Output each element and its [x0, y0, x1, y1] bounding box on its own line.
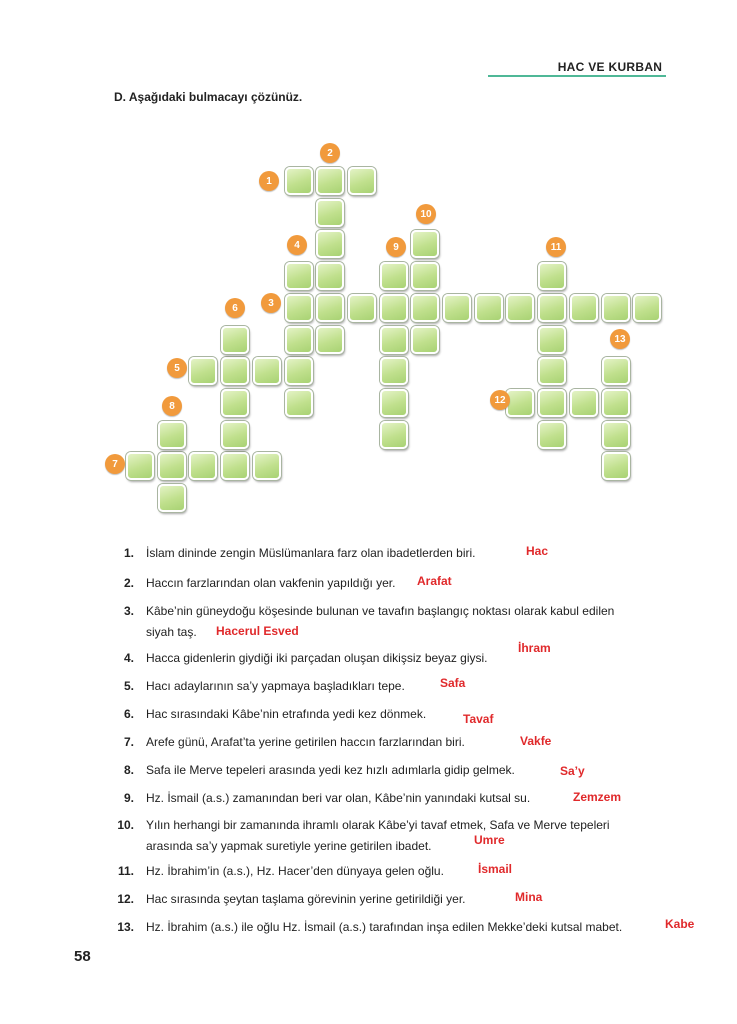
crossword-cell[interactable]: [348, 167, 376, 195]
crossword-cell[interactable]: [633, 294, 661, 322]
crossword-cell[interactable]: [221, 421, 249, 449]
clue-line: arasında sa’y yapmak suretiyle yerine getirilen ibadet.: [146, 839, 432, 853]
answer-text: Sa’y: [560, 764, 585, 778]
crossword-cell[interactable]: [316, 230, 344, 258]
clue-number-badge: 1: [259, 171, 279, 191]
crossword-cell[interactable]: [189, 452, 217, 480]
crossword-cell[interactable]: [285, 326, 313, 354]
clue-number-badge: 4: [287, 235, 307, 255]
crossword-cell[interactable]: [316, 326, 344, 354]
crossword-cell[interactable]: [285, 357, 313, 385]
clue-number-badge: 9: [386, 237, 406, 257]
crossword-cell[interactable]: [380, 326, 408, 354]
clue-line: Yılın herhangi bir zamanında ihramlı olarak Kâbe’yi tavaf etmek, Safa ve Merve tepeleri: [146, 818, 610, 832]
clue-line: Hz. İbrahim (a.s.) ile oğlu Hz. İsmail (a.s.) tarafından inşa edilen Mekke’deki kutsal mabet.: [146, 920, 623, 934]
clue-line: Haccın farzlarından olan vakfenin yapıldığı yer.: [146, 576, 396, 590]
clue-text: [146, 732, 666, 753]
answer-text: Kabe: [665, 917, 695, 931]
clue-number: 4.: [123, 651, 134, 665]
clue-number: 8.: [123, 763, 134, 777]
crossword-cell[interactable]: [538, 326, 566, 354]
header-title: HAC VE KURBAN: [557, 60, 663, 74]
crossword-cell[interactable]: [316, 167, 344, 195]
clue-line: Hz. İsmail (a.s.) zamanından beri var olan, Kâbe’nin yanındaki kutsal su.: [146, 791, 531, 805]
crossword-cell[interactable]: [538, 421, 566, 449]
crossword-cell[interactable]: [221, 326, 249, 354]
clue-line: Arefe günü, Arafat’ta yerine getirilen haccın farzlarından biri.: [146, 735, 465, 749]
crossword-cell[interactable]: [316, 262, 344, 290]
clue-number-badge: 13: [610, 329, 630, 349]
page-number: 58: [74, 948, 91, 965]
answer-text: Arafat: [417, 574, 452, 588]
clue-number: 9.: [123, 791, 134, 805]
answer-text: İsmail: [478, 862, 513, 876]
crossword-cell[interactable]: [602, 389, 630, 417]
clue-number: 1.: [123, 546, 134, 560]
crossword-cell[interactable]: [285, 167, 313, 195]
crossword-cell[interactable]: [443, 294, 471, 322]
clue-line: Hacı adaylarının sa’y yapmaya başladıkları tepe.: [146, 679, 405, 693]
clue-number-badge: 8: [162, 396, 182, 416]
answer-text: Umre: [474, 833, 505, 847]
clue-number: 12.: [117, 892, 134, 906]
clue-number: 3.: [123, 604, 134, 618]
clue-number: 2.: [123, 576, 134, 590]
clue-number-badge: 10: [416, 204, 436, 224]
clue-text: [146, 704, 666, 725]
answer-text: Tavaf: [463, 712, 494, 726]
crossword-cell[interactable]: [602, 421, 630, 449]
clue-number: 11.: [117, 864, 134, 878]
crossword-cell[interactable]: [380, 357, 408, 385]
clue-number-badge: 5: [167, 358, 187, 378]
answer-text: Hacerul Esved: [216, 624, 299, 638]
crossword-cell[interactable]: [285, 294, 313, 322]
crossword-cell[interactable]: [285, 389, 313, 417]
clue-number-badge: 7: [105, 454, 125, 474]
crossword-cell[interactable]: [538, 357, 566, 385]
clue-line: Kâbe’nin güneydoğu köşesinde bulunan ve tavafın başlangıç noktası olarak kabul edilen: [146, 604, 615, 618]
crossword-cell[interactable]: [380, 262, 408, 290]
clue-number-badge: 2: [320, 143, 340, 163]
crossword-cell[interactable]: [126, 452, 154, 480]
clue-line: Safa ile Merve tepeleri arasında yedi kez hızlı adımlarla gidip gelmek.: [146, 763, 515, 777]
clue-number: 13.: [117, 920, 134, 934]
clue-text: [146, 815, 666, 857]
crossword-cell[interactable]: [285, 262, 313, 290]
crossword-cell[interactable]: [475, 294, 503, 322]
clue-number: 5.: [123, 679, 134, 693]
answer-text: Hac: [526, 544, 549, 558]
clue-text: [146, 917, 666, 938]
answer-text: Mina: [515, 890, 543, 904]
crossword-cell[interactable]: [253, 357, 281, 385]
crossword-cell[interactable]: [253, 452, 281, 480]
crossword-cell[interactable]: [506, 389, 534, 417]
crossword-cell[interactable]: [411, 326, 439, 354]
clue-line: Hacca gidenlerin giydiği iki parçadan oluşan dikişsiz beyaz giysi.: [146, 651, 488, 665]
clue-text: [146, 648, 666, 669]
clue-text: [146, 676, 666, 697]
clue-line: Hac sırasında şeytan taşlama görevinin yerine getirildiği yer.: [146, 892, 466, 906]
crossword-cell[interactable]: [158, 484, 186, 512]
section-title: D. Aşağıdaki bulmacayı çözünüz.: [114, 90, 303, 104]
clue-number: 10.: [117, 818, 134, 832]
crossword-cell[interactable]: [380, 294, 408, 322]
crossword-cell[interactable]: [158, 421, 186, 449]
clue-number-badge: 6: [225, 298, 245, 318]
clue-number: 7.: [123, 735, 134, 749]
answer-text: Zemzem: [573, 790, 622, 804]
clue-number-badge: 3: [261, 293, 281, 313]
crossword-cell[interactable]: [602, 357, 630, 385]
clue-number: 6.: [123, 707, 134, 721]
crossword-cell[interactable]: [316, 294, 344, 322]
clue-line: Hz. İbrahim’in (a.s.), Hz. Hacer’den dünyaya gelen oğlu.: [146, 864, 444, 878]
crossword-cell[interactable]: [570, 389, 598, 417]
crossword-cell[interactable]: [538, 294, 566, 322]
crossword-cell[interactable]: [538, 262, 566, 290]
crossword-cell[interactable]: [411, 230, 439, 258]
crossword-cell[interactable]: [602, 452, 630, 480]
clue-text: [146, 543, 666, 564]
answer-text: Safa: [440, 676, 466, 690]
clue-line: Hac sırasındaki Kâbe’nin etrafında yedi kez dönmek.: [146, 707, 427, 721]
crossword-cell[interactable]: [538, 389, 566, 417]
crossword-cell[interactable]: [506, 294, 534, 322]
crossword-cell[interactable]: [411, 294, 439, 322]
crossword-cell[interactable]: [316, 199, 344, 227]
clue-text: [146, 861, 666, 882]
crossword-cell[interactable]: [411, 262, 439, 290]
answer-text: Vakfe: [520, 734, 552, 748]
crossword-cell[interactable]: [158, 452, 186, 480]
clue-line: İslam dininde zengin Müslümanlara farz olan ibadetlerden biri.: [146, 546, 476, 560]
crossword-cell[interactable]: [221, 357, 249, 385]
clue-number-badge: 12: [490, 390, 510, 410]
clue-text: [146, 760, 666, 781]
clue-text: [146, 573, 666, 594]
clue-number-badge: 11: [546, 237, 566, 257]
crossword-cell[interactable]: [570, 294, 598, 322]
crossword-cell[interactable]: [189, 357, 217, 385]
clue-text: [146, 889, 666, 910]
crossword-cell[interactable]: [380, 421, 408, 449]
crossword-cell[interactable]: [348, 294, 376, 322]
crossword-cell[interactable]: [602, 294, 630, 322]
answer-text: İhram: [518, 641, 551, 655]
crossword-cell[interactable]: [221, 389, 249, 417]
clue-line: siyah taş.: [146, 625, 197, 639]
crossword-cell[interactable]: [221, 452, 249, 480]
crossword-cell[interactable]: [380, 389, 408, 417]
